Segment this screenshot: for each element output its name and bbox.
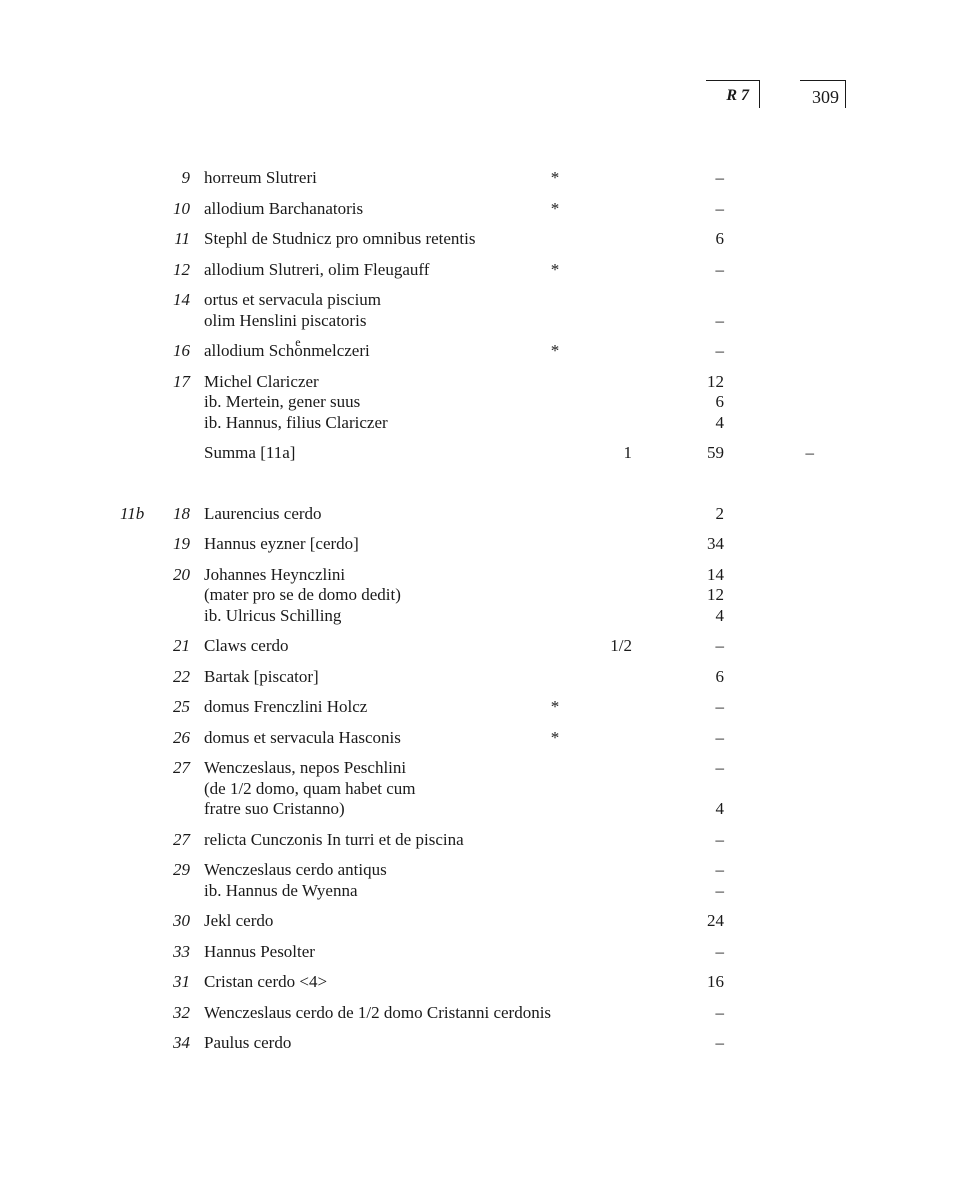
amount-column-b: 4: [715, 799, 724, 818]
page-number-box: [800, 80, 846, 108]
ledger-entry: [0, 667, 960, 688]
ledger-entry: [0, 199, 960, 220]
entry-line: [0, 199, 960, 220]
entry-line: [0, 779, 960, 800]
ledger-entry: [0, 168, 960, 189]
amount-column-b: 12: [707, 371, 724, 391]
entry-text: Johannes Heynczlini: [204, 564, 346, 584]
entry-line: [0, 799, 960, 820]
amount-column-b: –: [715, 259, 724, 279]
entry-number: 14: [173, 290, 190, 309]
entry-line: [0, 534, 960, 555]
entry-line: [0, 392, 960, 413]
summa-row: [0, 443, 960, 464]
entry-line: [0, 565, 960, 586]
entry-line: [0, 413, 960, 434]
entry-text: Laurencius cerdo: [204, 503, 322, 523]
entry-text: olim Henslini piscatoris: [204, 310, 367, 330]
entry-line: [0, 1033, 960, 1054]
ledger-entry: [0, 697, 960, 718]
amount-column-b: 4: [715, 605, 724, 625]
entry-text: allodium Slutreri, olim Fleugauff: [204, 259, 430, 279]
entry-number: 31: [173, 972, 190, 991]
entry-line: [0, 606, 960, 627]
entry-number: 29: [173, 860, 190, 879]
ledger-entry: [0, 860, 960, 901]
entry-number: 9: [181, 168, 190, 187]
ledger-entry: [0, 565, 960, 627]
entry-text: domus Frenczlini Holcz: [204, 697, 368, 716]
entry-text: (mater pro se de domo dedit): [204, 585, 401, 604]
star-mark: *: [550, 697, 560, 716]
entry-text: Wenczeslaus, nepos Peschlini: [204, 758, 407, 777]
ledger-entry: [0, 830, 960, 851]
ledger-entry: [0, 1033, 960, 1054]
entry-text: ib. Hannus de Wyenna: [204, 880, 358, 900]
folio-marker: 11b: [120, 503, 145, 523]
amount-column-b: –: [715, 829, 724, 849]
entry-number: 22: [173, 666, 190, 686]
entry-text: ib. Hannus, filius Clariczer: [204, 412, 388, 432]
entry-number: 27: [173, 829, 190, 849]
entry-line: [0, 860, 960, 881]
amount-column-b: 2: [715, 503, 724, 523]
entry-text: domus et servacula Hasconis: [204, 727, 401, 747]
ledger-entry: [0, 636, 960, 657]
entry-text-part: nmelczeri: [302, 341, 370, 360]
entry-line: [0, 260, 960, 281]
ledger-entry: [0, 260, 960, 281]
entry-number: 19: [173, 534, 190, 553]
entry-text: fratre suo Cristanno): [204, 799, 345, 818]
entry-number: 30: [173, 911, 190, 930]
entry-text: Cristan cerdo <4>: [204, 972, 328, 991]
entry-number: 32: [173, 1002, 190, 1022]
entry-text: [204, 341, 370, 362]
entry-line: [0, 758, 960, 779]
entry-text: Wenczeslaus cerdo antiqus: [204, 860, 387, 879]
entry-number: 11: [174, 229, 190, 248]
entry-line: [0, 636, 960, 657]
entry-number: 34: [173, 1033, 190, 1052]
entry-line: [0, 168, 960, 189]
entry-text: Claws cerdo: [204, 636, 289, 655]
superscript-e-letter: e o: [294, 341, 303, 362]
amount-column-b: –: [715, 697, 724, 716]
amount-column-b: 16: [707, 972, 724, 991]
ledger-entry: [0, 1003, 960, 1024]
ledger-entry: [0, 972, 960, 993]
entry-line: [0, 443, 960, 464]
entry-number: 21: [173, 636, 190, 655]
entry-line: [0, 697, 960, 718]
entry-number: 20: [173, 564, 190, 584]
ledger-entry: [0, 911, 960, 932]
amount-column-b: –: [715, 1033, 724, 1052]
entry-text: ortus et servacula piscium: [204, 290, 382, 309]
entry-text: ib. Ulricus Schilling: [204, 605, 342, 625]
entry-line: [0, 667, 960, 688]
entry-number: 18: [173, 503, 190, 523]
amount-column-c: –: [805, 443, 814, 462]
page-number: 309: [812, 87, 839, 107]
entry-text: Hannus Pesolter: [204, 941, 315, 961]
star-mark: *: [550, 341, 560, 360]
amount-column-b: –: [715, 168, 724, 187]
ledger-entry: [0, 290, 960, 331]
amount-column-b: –: [715, 310, 724, 330]
amount-column-b: 6: [715, 229, 724, 248]
entry-text: Summa [11a]: [204, 443, 296, 462]
entry-line: [0, 341, 960, 362]
entry-number: 25: [173, 697, 190, 716]
entry-line: [0, 290, 960, 311]
ledger-entry: [0, 758, 960, 820]
entry-text: Wenczeslaus cerdo de 1/2 domo Cristanni cerdonis: [204, 1002, 552, 1022]
star-mark: *: [550, 168, 560, 187]
entry-text: relicta Cunczonis In turri et de piscina: [204, 829, 464, 849]
entry-line: [0, 972, 960, 993]
entry-line: [0, 911, 960, 932]
amount-column-b: 34: [707, 534, 724, 553]
amount-column-b: 4: [715, 412, 724, 432]
entry-line: [0, 504, 960, 525]
entry-text: allodium Barchanatoris: [204, 198, 364, 218]
amount-column-b: –: [715, 880, 724, 900]
star-mark: *: [550, 259, 560, 279]
entry-number: 26: [173, 727, 190, 747]
star-mark: *: [550, 198, 560, 218]
entry-text: Hannus eyzner [cerdo]: [204, 534, 359, 553]
entry-line: [0, 881, 960, 902]
ledger-entry: [0, 504, 960, 525]
entry-text: horreum Slutreri: [204, 168, 317, 187]
entry-text: Stephl de Studnicz pro omnibus retentis: [204, 229, 476, 248]
amount-column-b: –: [715, 636, 724, 655]
amount-column-b: 24: [707, 911, 724, 930]
entry-number: 33: [173, 941, 190, 961]
entry-text: (de 1/2 domo, quam habet cum: [204, 778, 416, 798]
amount-column-b: 6: [715, 392, 724, 411]
amount-column-b: –: [715, 1002, 724, 1022]
amount-column-b: –: [715, 860, 724, 879]
amount-column-b: –: [715, 198, 724, 218]
ledger-entry: [0, 372, 960, 434]
ledger-table: [0, 168, 960, 1064]
entry-number: 27: [173, 758, 190, 777]
entry-line: [0, 942, 960, 963]
amount-column-b: –: [715, 727, 724, 747]
ledger-entry: [0, 942, 960, 963]
ledger-entry: [0, 229, 960, 250]
ledger-entry: [0, 341, 960, 362]
amount-column-a: 1/2: [610, 636, 632, 655]
amount-column-b: 12: [707, 585, 724, 604]
star-mark: *: [550, 727, 560, 747]
entry-number: 17: [173, 371, 190, 391]
entry-text: Paulus cerdo: [204, 1033, 292, 1052]
section-marker: [706, 80, 760, 108]
entry-line: [0, 728, 960, 749]
entry-number: 12: [173, 259, 190, 279]
entry-line: [0, 372, 960, 393]
amount-column-b: 14: [707, 564, 724, 584]
entry-text: Jekl cerdo: [204, 911, 274, 930]
ledger-entry: [0, 728, 960, 749]
amount-column-b: –: [715, 341, 724, 360]
entry-line: [0, 311, 960, 332]
amount-column-b: 6: [715, 666, 724, 686]
section-label: R 7: [726, 87, 749, 104]
entry-line: [0, 830, 960, 851]
amount-column-b: –: [715, 941, 724, 961]
running-header: [0, 80, 960, 110]
entry-line: [0, 585, 960, 606]
entry-text: ib. Mertein, gener suus: [204, 392, 361, 411]
ledger-entry: [0, 534, 960, 555]
entry-text: Michel Clariczer: [204, 371, 319, 391]
entry-text-part: allodium Sch: [204, 341, 295, 360]
entry-line: [0, 1003, 960, 1024]
entry-number: 16: [173, 341, 190, 360]
amount-column-b: 59: [707, 443, 724, 462]
entry-number: 10: [173, 198, 190, 218]
entry-text: Bartak [piscator]: [204, 666, 319, 686]
entry-line: [0, 229, 960, 250]
amount-column-a: 1: [623, 443, 632, 462]
amount-column-b: –: [715, 758, 724, 777]
